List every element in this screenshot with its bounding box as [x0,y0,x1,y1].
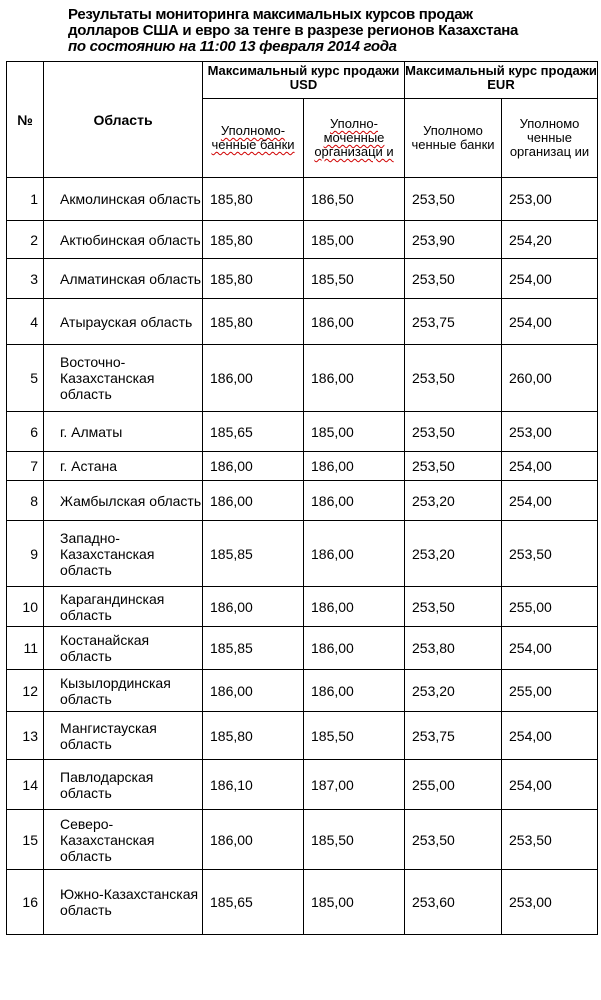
document-title [68,7,588,55]
row-region: г. Астана [44,452,203,481]
row-eur-orgs: 254,00 [502,481,598,521]
row-usd-orgs: 186,00 [304,345,405,412]
header-eur-group: Максимальный курс продажи EUR [405,62,598,99]
row-eur-orgs: 253,50 [502,521,598,587]
row-usd-banks: 186,10 [203,760,304,810]
row-number: 15 [7,810,44,870]
header-number: № [7,62,44,178]
row-eur-banks: 253,75 [405,299,502,345]
row-number: 13 [7,712,44,760]
row-region: Южно-Казахстанская область [44,870,203,935]
row-usd-orgs: 185,00 [304,870,405,935]
table-row [7,670,598,712]
table-row [7,627,598,670]
row-usd-orgs: 186,00 [304,452,405,481]
row-eur-banks: 253,60 [405,870,502,935]
row-number: 16 [7,870,44,935]
header-region: Область [44,62,203,178]
row-eur-orgs: 254,00 [502,760,598,810]
header-usd-orgs: Уполно-моченные организаци и [304,99,405,178]
row-number: 1 [7,178,44,221]
row-eur-banks: 253,50 [405,259,502,299]
row-eur-orgs: 253,00 [502,870,598,935]
row-region: Жамбылская область [44,481,203,521]
row-eur-banks: 253,90 [405,221,502,259]
row-eur-orgs: 253,00 [502,412,598,452]
row-usd-orgs: 186,00 [304,521,405,587]
row-usd-orgs: 185,50 [304,259,405,299]
title-line-2: долларов США и евро за тенге в разрезе регионов Казахстана [68,22,519,39]
row-eur-banks: 253,50 [405,345,502,412]
row-usd-orgs: 185,50 [304,810,405,870]
row-number: 11 [7,627,44,670]
row-usd-orgs: 186,00 [304,481,405,521]
row-number: 10 [7,587,44,627]
row-usd-banks: 186,00 [203,452,304,481]
row-region: Кызылординская область [44,670,203,712]
row-usd-banks: 186,00 [203,587,304,627]
row-eur-banks: 253,20 [405,521,502,587]
header-row-groups [7,62,598,99]
row-usd-banks: 185,65 [203,412,304,452]
exchange-rates-table [6,61,598,935]
row-usd-banks: 185,80 [203,221,304,259]
table-row [7,587,598,627]
row-eur-orgs: 253,00 [502,178,598,221]
row-usd-banks: 185,80 [203,712,304,760]
row-eur-banks: 253,50 [405,178,502,221]
header-usd-banks: Уполномо-ченные банки [203,99,304,178]
table-body [7,178,598,935]
table-row [7,259,598,299]
table-row [7,452,598,481]
row-eur-banks: 253,20 [405,481,502,521]
row-number: 3 [7,259,44,299]
row-region: Костанайская область [44,627,203,670]
row-number: 7 [7,452,44,481]
row-eur-orgs: 255,00 [502,670,598,712]
row-eur-banks: 253,50 [405,452,502,481]
row-usd-orgs: 186,00 [304,670,405,712]
row-eur-banks: 255,00 [405,760,502,810]
row-eur-orgs: 260,00 [502,345,598,412]
row-eur-orgs: 254,00 [502,452,598,481]
row-region: г. Алматы [44,412,203,452]
row-number: 9 [7,521,44,587]
row-number: 2 [7,221,44,259]
row-eur-orgs: 253,50 [502,810,598,870]
row-usd-orgs: 186,50 [304,178,405,221]
row-region: Алматинская область [44,259,203,299]
header-usd-group: Максимальный курс продажи USD [203,62,405,99]
table-row [7,345,598,412]
table-row [7,712,598,760]
row-eur-banks: 253,75 [405,712,502,760]
row-region: Акмолинская область [44,178,203,221]
row-eur-banks: 253,20 [405,670,502,712]
row-region: Актюбинская область [44,221,203,259]
row-usd-banks: 186,00 [203,670,304,712]
row-number: 12 [7,670,44,712]
row-eur-banks: 253,50 [405,810,502,870]
row-usd-banks: 186,00 [203,481,304,521]
table-row [7,521,598,587]
row-eur-banks: 253,80 [405,627,502,670]
row-number: 5 [7,345,44,412]
title-line-3: по состоянию на 11:00 13 февраля 2014 года [68,38,397,55]
row-usd-banks: 185,80 [203,178,304,221]
row-usd-orgs: 185,00 [304,412,405,452]
row-number: 6 [7,412,44,452]
row-usd-banks: 185,85 [203,521,304,587]
row-eur-orgs: 254,00 [502,712,598,760]
row-eur-orgs: 254,20 [502,221,598,259]
row-usd-banks: 185,80 [203,299,304,345]
row-usd-banks: 185,65 [203,870,304,935]
row-usd-orgs: 186,00 [304,587,405,627]
row-usd-banks: 185,80 [203,259,304,299]
row-eur-banks: 253,50 [405,412,502,452]
table-row [7,221,598,259]
row-usd-orgs: 186,00 [304,627,405,670]
table-row [7,299,598,345]
row-region: Восточно-Казахстанская область [44,345,203,412]
row-usd-banks: 186,00 [203,810,304,870]
row-usd-orgs: 187,00 [304,760,405,810]
table-row [7,810,598,870]
table-row [7,481,598,521]
row-usd-orgs: 185,50 [304,712,405,760]
row-number: 4 [7,299,44,345]
table-row [7,412,598,452]
row-region: Атырауская область [44,299,203,345]
header-eur-banks: Уполномо ченные банки [405,99,502,178]
row-eur-orgs: 254,00 [502,627,598,670]
row-number: 8 [7,481,44,521]
header-eur-orgs: Уполномо ченные организац ии [502,99,598,178]
table-row [7,178,598,221]
row-eur-orgs: 255,00 [502,587,598,627]
table-row [7,760,598,810]
row-number: 14 [7,760,44,810]
row-region: Мангистауская область [44,712,203,760]
row-eur-orgs: 254,00 [502,299,598,345]
row-usd-banks: 186,00 [203,345,304,412]
row-region: Павлодарская область [44,760,203,810]
row-region: Северо-Казахстанская область [44,810,203,870]
row-eur-orgs: 254,00 [502,259,598,299]
table-row [7,870,598,935]
row-region: Западно-Казахстанская область [44,521,203,587]
row-region: Карагандинская область [44,587,203,627]
row-usd-banks: 185,85 [203,627,304,670]
title-line-1: Результаты мониторинга максимальных курсов продаж [68,6,473,23]
row-eur-banks: 253,50 [405,587,502,627]
row-usd-orgs: 185,00 [304,221,405,259]
row-usd-orgs: 186,00 [304,299,405,345]
